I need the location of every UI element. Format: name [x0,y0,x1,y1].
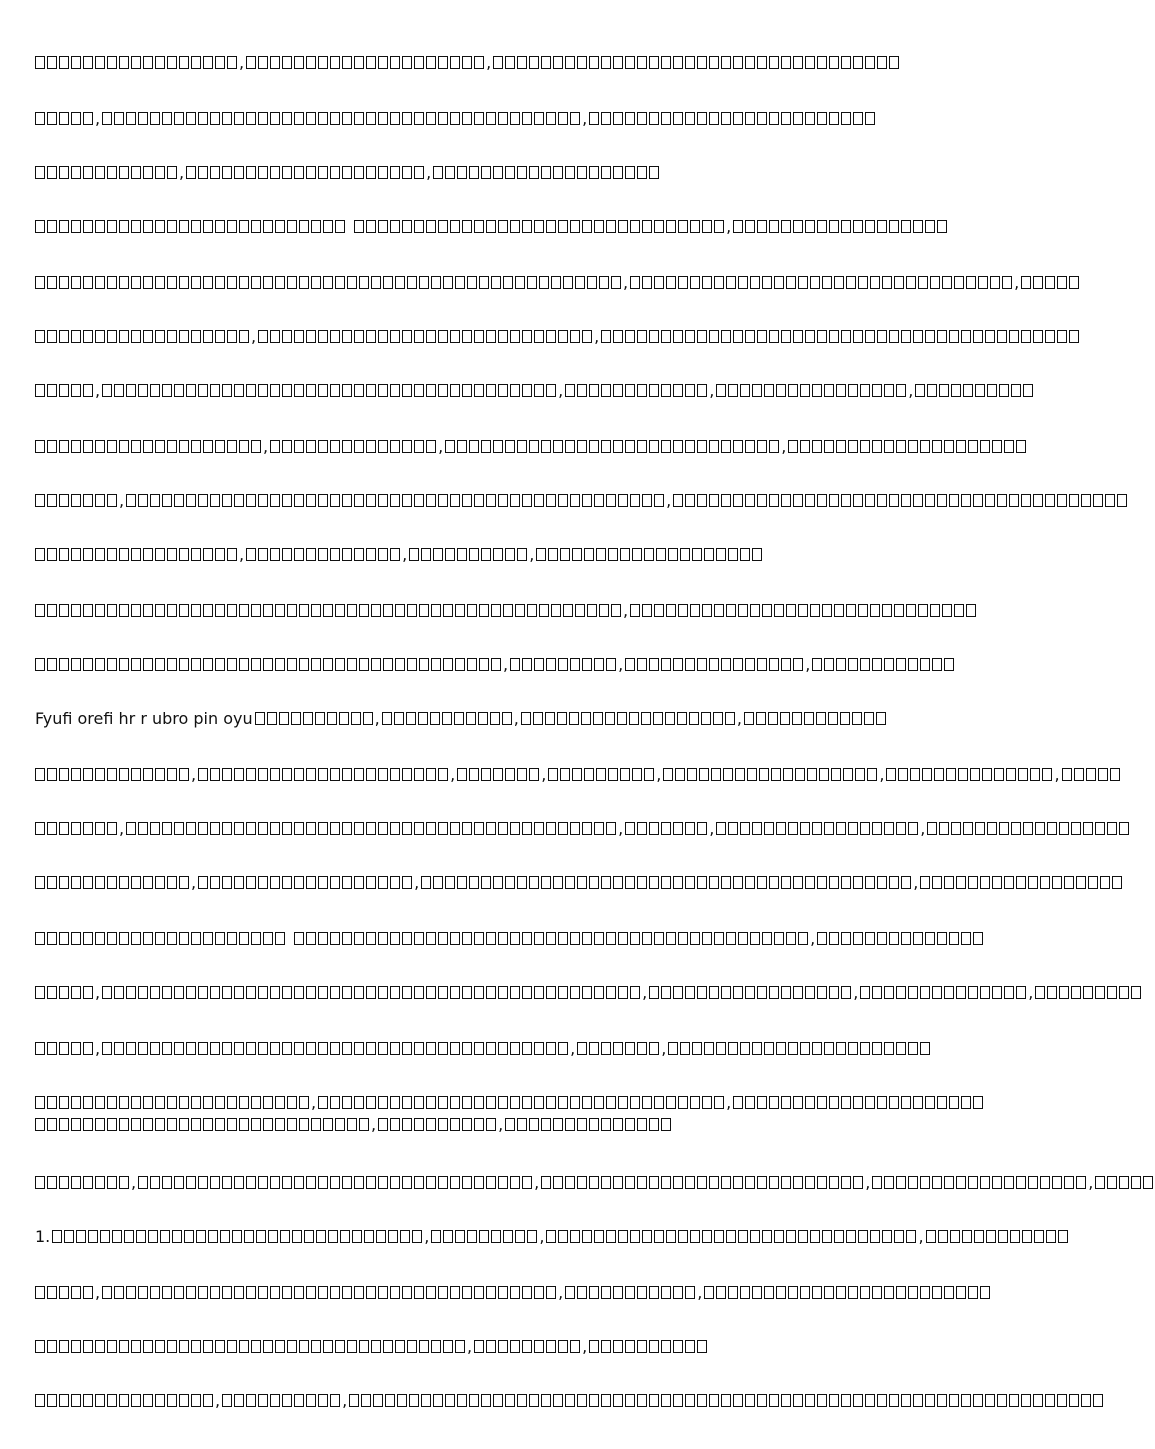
text-line: , [35,216,990,238]
text-line: 1. , , , [35,1226,990,1248]
text-line: , , , [35,436,990,458]
text-line: , , , , [35,982,990,1004]
text-line: Fyufi orefi hr r ubro pin oyu , , , [35,708,990,730]
text-line: , , , [35,872,990,894]
text-line: , , , , , , [35,764,990,786]
text-line: , ,, , [35,1092,990,1136]
text-line: , , , , [35,1172,990,1194]
text-line: , , [35,490,990,512]
text-line: , , [35,326,990,348]
text-line: , , [35,162,990,184]
text-line: , , [35,108,990,130]
text-line: , , , [35,654,990,676]
text-line: , , , [35,1282,990,1304]
text-line: , , [35,1336,990,1358]
text-line: , [35,600,990,622]
text-line: , , [35,1390,990,1412]
text-line: , , [35,272,990,294]
text-line: , , [35,52,990,74]
text-line: , [35,928,990,950]
text-line: , , , [35,1038,990,1060]
text-line: , , , , [35,818,990,840]
text-line: , , , [35,544,990,566]
text-line: , , , , [35,380,990,402]
